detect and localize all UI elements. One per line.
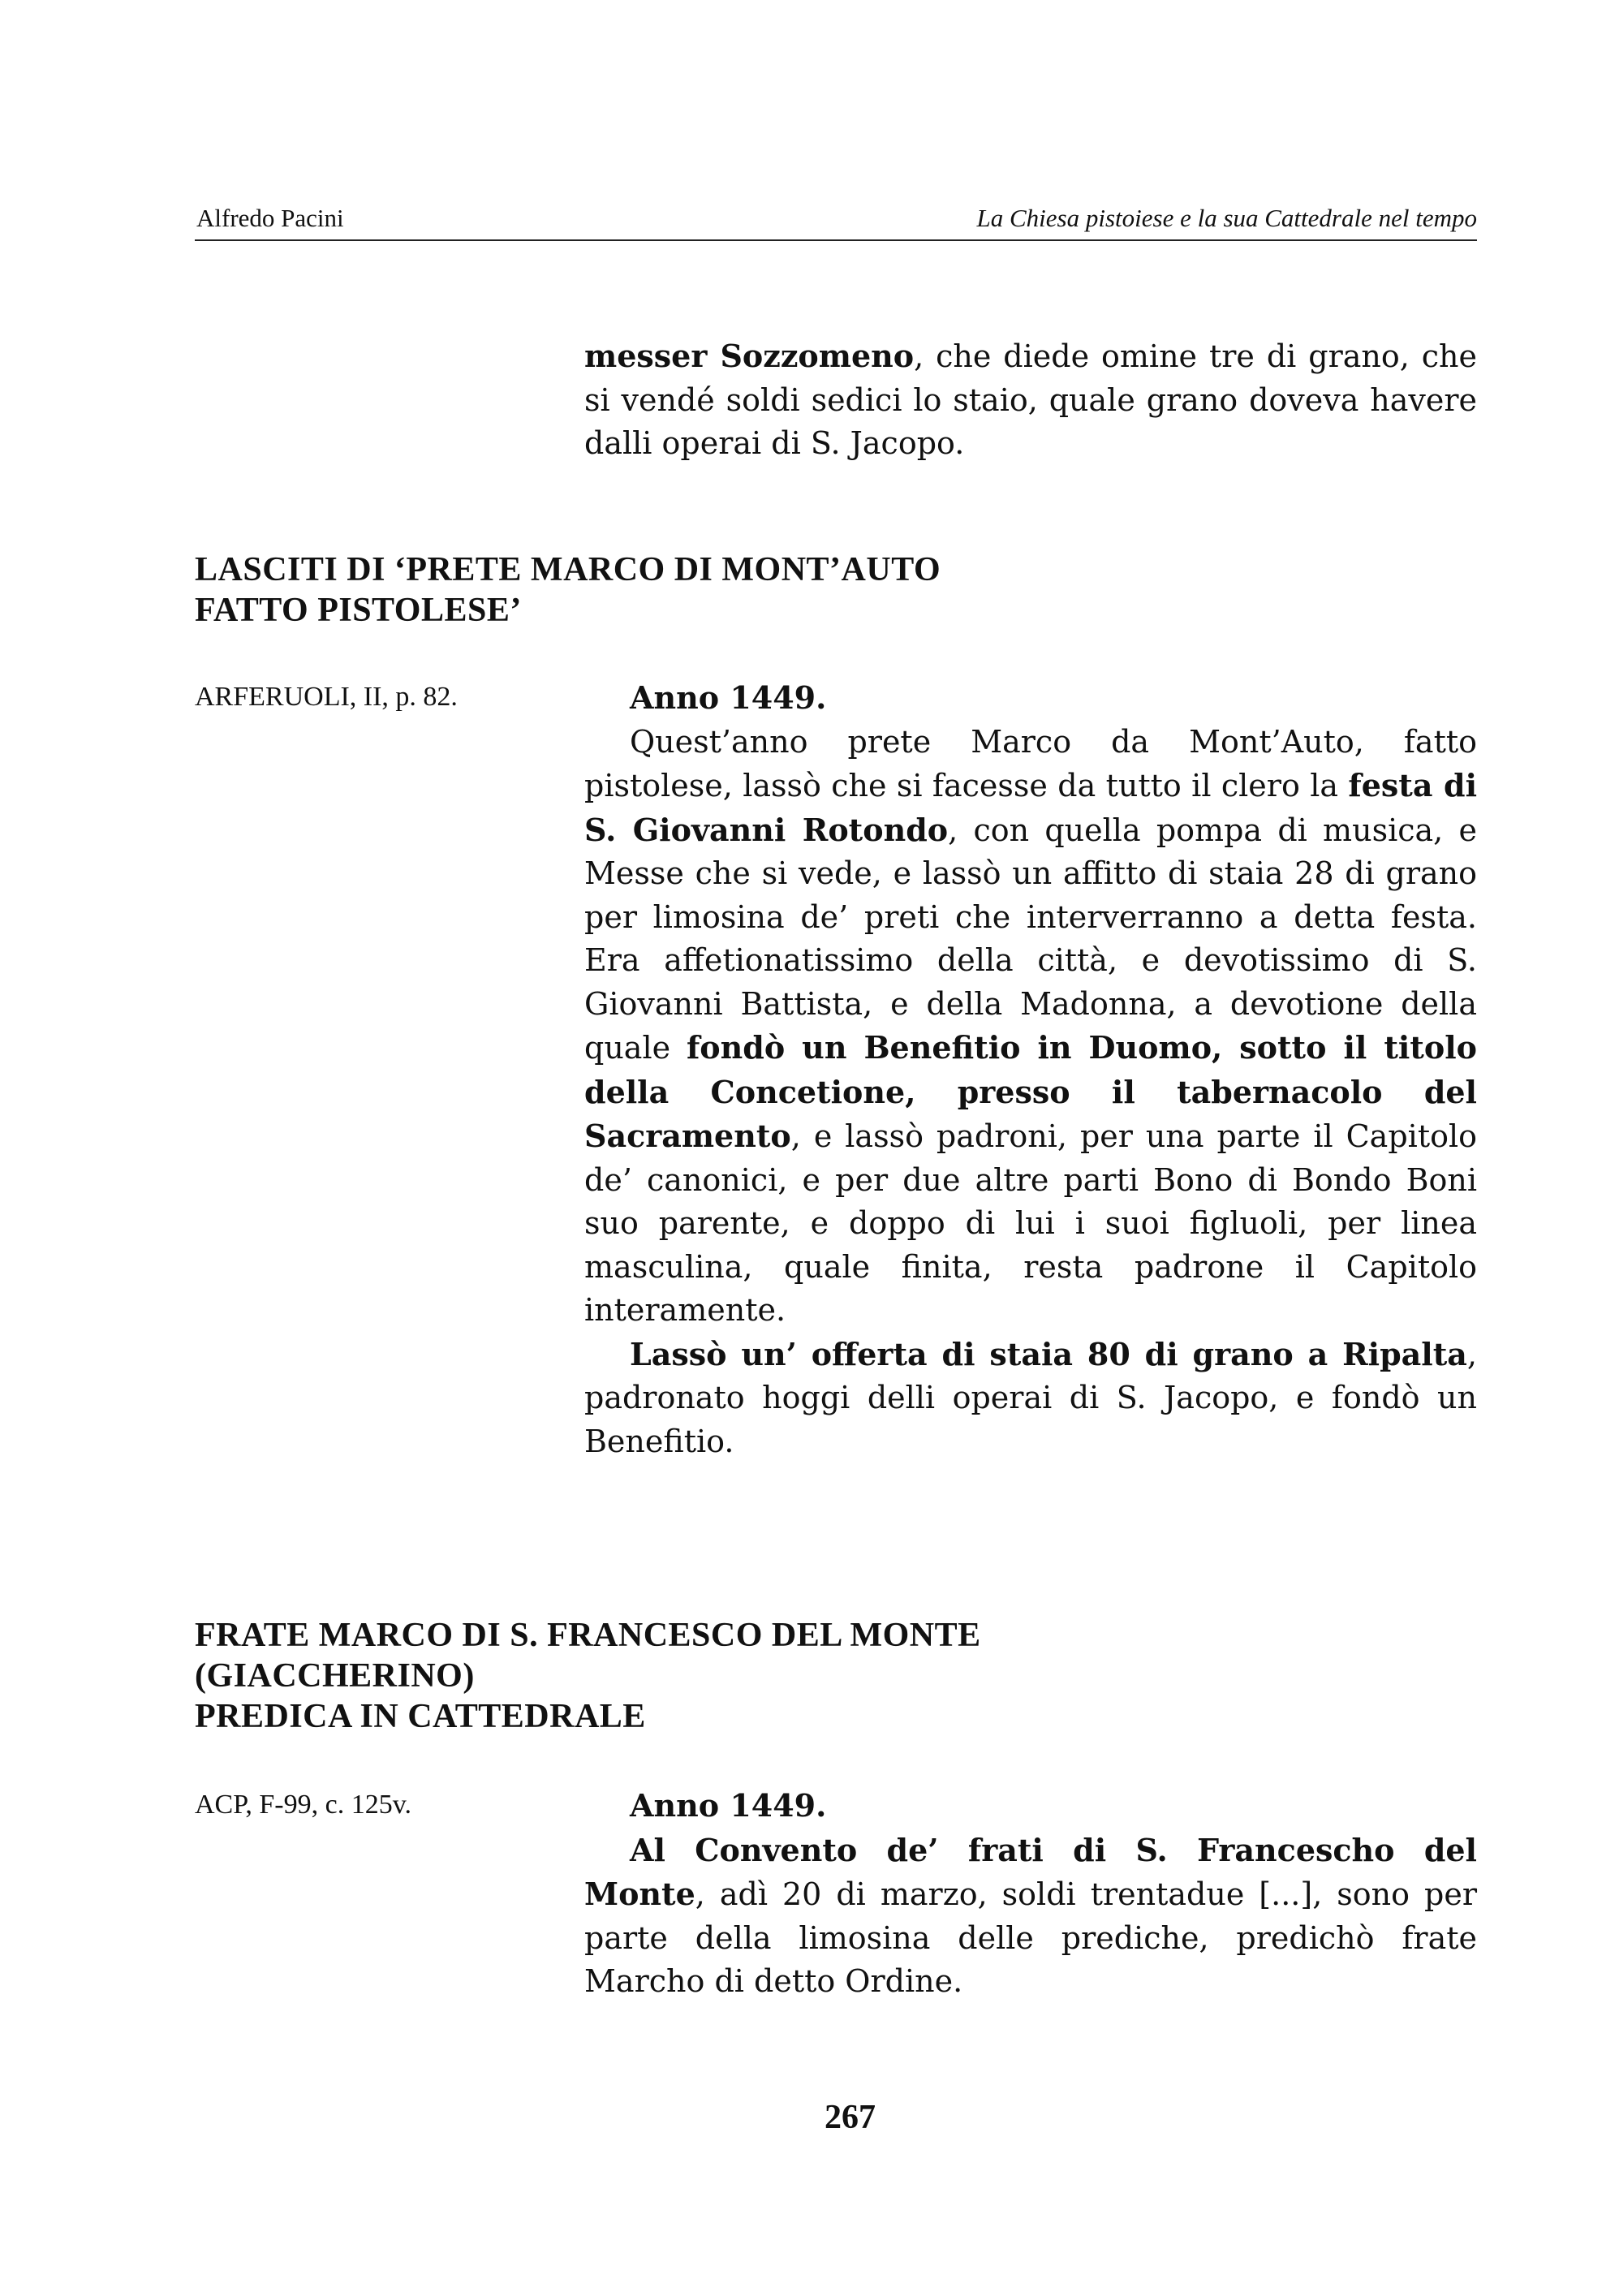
section1-body [584,676,1477,1463]
section1-heading [195,549,941,631]
running-header [195,199,1477,241]
section1-p2-b: , padronato hoggi delli operai di S. Jacopo, e fondò un Benefitio. [584,1336,1477,1459]
section2-heading-line1: FRATE MARCO DI S. FRANCESCO DEL MONTE [195,1617,981,1654]
section2-p1-b: , adì 20 di marzo, soldi trentadue [...], sono per parte della limosina delle prediche, predichò frate Marcho di detto Ordine. [584,1876,1477,1999]
section1-heading-line1: LASCITI DI ‘PRETE MARCO DI MONT’AUTO [195,551,941,588]
page-number: 267 [825,2099,876,2136]
section1-p1-c: , con quella pompa di musica, e Messe che si vede, e lassò un affitto di staia 28 di grano per limosina de’ preti che interverranno a detta festa. Era affetionatissimo della città, e devotissimo di S. Giovanni Battista, e della Madonna, a devotione della quale [584,812,1477,1066]
header-book-title: La Chiesa pistoiese e la sua Cattedrale nel tempo [976,204,1477,232]
section1-year: Anno 1449. [630,679,827,716]
section2-heading [195,1615,981,1737]
section2-heading-line2: (GIACCHERINO) [195,1657,475,1695]
section2-year: Anno 1449. [630,1787,827,1824]
section1-p1-d: fondò un Benefitio in Duomo, sotto il titolo della Concetione, presso il tabernacolo del Sacramento [584,1029,1477,1154]
section2-p1-a: Al Convento de’ frati di S. Francescho del Monte [584,1831,1477,1912]
section1-p2-a: Lassò un’ offerta di staia 80 di grano a Ripalta [630,1335,1467,1372]
intro-text: , che diede omine tre di grano, che si vendé soldi sedici lo staio, quale grano doveva havere dalli operai di S. Jacopo. [584,338,1478,461]
section1-reference: ARFERUOLI, II, p. 82. [195,682,458,712]
section1-p1-a: Quest’anno prete Marco da Mont’Auto, fatto pistolese, lassò che si facesse da tutto il clero la [584,723,1477,803]
section1-p1-e: , e lassò padroni, per una parte il Capitolo de’ canonici, e per due altre parti Bono di Bondo Boni suo parente, e doppo di lui i suoi figluoli, per linea masculina, quale finita, resta padrone il Capitolo interamente. [584,1118,1477,1328]
section2-body [584,1784,1477,2004]
section2-reference: ACP, F-99, c. 125v. [195,1790,411,1820]
section1-heading-line2: FATTO PISTOLESE’ [195,592,522,629]
section1-p1-b: festa di S. Giovanni Rotondo [584,767,1478,848]
intro-paragraph [584,334,1477,466]
header-author: Alfredo Pacini [196,204,344,232]
section2-heading-line3: PREDICA IN CATTEDRALE [195,1698,646,1735]
intro-name: messer Sozzomeno [584,338,915,374]
